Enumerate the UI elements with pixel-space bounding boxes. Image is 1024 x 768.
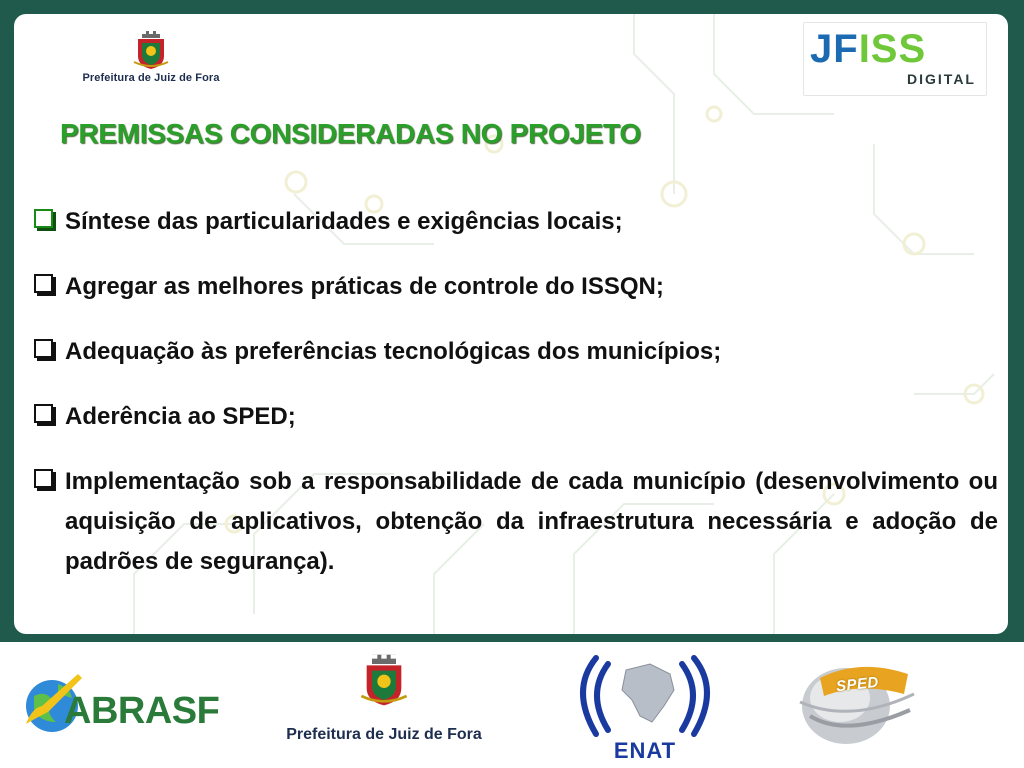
slide-title: PREMISSAS CONSIDERADAS NO PROJETO: [60, 118, 641, 149]
premise-text: Agregar as melhores práticas de controle do ISSQN;: [65, 273, 664, 300]
pjf-label: Prefeitura de Juiz de Fora: [82, 72, 220, 84]
checkbox-bullet-icon: [34, 339, 53, 358]
premise-text: Adequação às preferências tecnológicas dos municípios;: [65, 338, 722, 365]
jfiss-digital: DIGITAL: [907, 71, 976, 87]
premise-item: [32, 332, 998, 372]
juiz-de-fora-crest-icon: [360, 652, 408, 708]
sped-wordmark: SPED: [835, 673, 880, 696]
pjf-logo-top: [66, 30, 236, 84]
sped-globe-icon: [790, 654, 922, 746]
premise-text: Aderência ao SPED;: [65, 403, 296, 430]
jfiss-wordmark: [810, 29, 926, 69]
enat-wordmark: ENAT: [613, 738, 677, 763]
premise-item: [32, 462, 998, 582]
checkbox-bullet-icon: [34, 404, 53, 423]
abrasf-logo: [22, 662, 227, 748]
jfiss-digital-logo: [803, 22, 987, 96]
footer-logo-strip: [0, 642, 1024, 768]
slide-panel: [14, 14, 1008, 634]
jfiss-jf: JF: [810, 27, 859, 71]
abrasf-wordmark: ABRASF: [64, 690, 220, 732]
premise-item: [32, 202, 998, 242]
juiz-de-fora-crest-icon: [133, 30, 169, 70]
pjf-logo-bottom: [284, 652, 484, 744]
enat-brazil-map-icon: [566, 650, 724, 740]
premise-item: [32, 267, 998, 307]
checkbox-bullet-icon: [34, 469, 53, 488]
sped-logo: [790, 654, 922, 746]
premise-text: Implementação sob a responsabilidade de cada município (desenvolvimento ou aquisição de aplicativos, obtenção da infraestrutura necessária e adoção de padrões de segurança).: [65, 468, 998, 575]
enat-logo: [566, 650, 724, 766]
jfiss-iss: ISS: [858, 27, 927, 71]
premise-text: Síntese das particularidades e exigências locais;: [65, 208, 623, 235]
checkbox-bullet-icon: [34, 209, 53, 228]
premise-item: [32, 397, 998, 437]
premises-list: [32, 202, 998, 607]
checkbox-bullet-icon: [34, 274, 53, 293]
pjf-label: Prefeitura de Juiz de Fora: [286, 726, 482, 743]
